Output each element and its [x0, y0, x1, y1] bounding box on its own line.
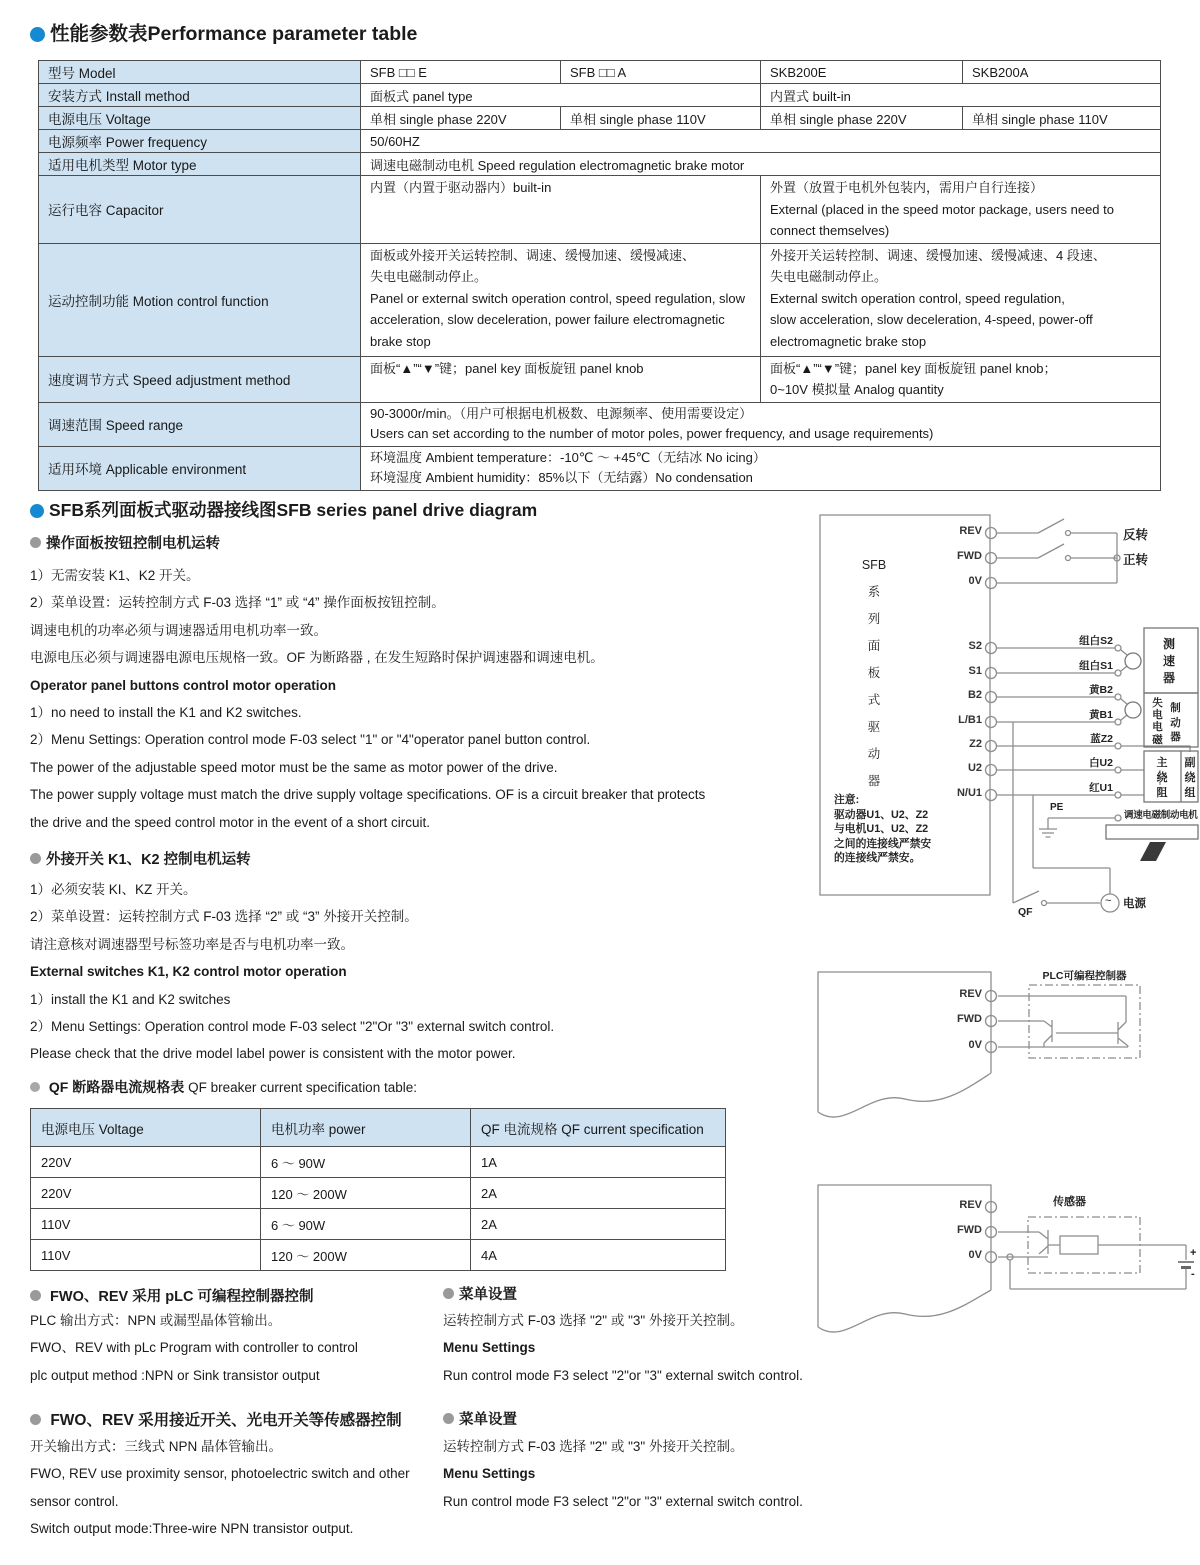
terminal-label-0v: 0V [968, 1039, 982, 1051]
text-line: 1）no need to install the K1 and K2 switches. [30, 705, 302, 721]
wire-label-b2: 黄B2 [1089, 684, 1113, 696]
qf-col-header: QF 电流规格 QF current specification [471, 1109, 726, 1147]
terminal-label-lb1: L/B1 [958, 714, 982, 726]
aux-winding-label: 副 绕 组 [1184, 757, 1196, 799]
text-line: 1）必须安装 KI、KZ 开关。 [30, 882, 197, 897]
drive-box-vertical-title: SFB 系 列 面 板 式 驱 动 器 [861, 558, 887, 788]
terminal-label-u2: U2 [967, 762, 982, 774]
qf-col-header: 电机功率 power [261, 1109, 471, 1147]
wiring-title-en: SFB series panel drive diagram [276, 500, 538, 520]
perf-title-en: Performance parameter table [147, 23, 418, 45]
qf-cell: 2A [471, 1178, 726, 1209]
qf-cell: 1A [471, 1147, 726, 1178]
cell-voltage-4: 单相 single phase 110V [963, 107, 1161, 130]
sub2-heading-text: 外接开关 K1、K2 控制电机运转 [46, 852, 251, 868]
terminal-label-0v: 0V [968, 575, 982, 587]
perf-section-heading [30, 18, 417, 46]
cell-model-1: SFB □□ E [361, 61, 561, 84]
text-line: Operator panel buttons control motor operation [30, 677, 337, 693]
battery-plus-label: + [1190, 1247, 1197, 1259]
cell-voltage-2: 单相 single phase 110V [561, 107, 761, 130]
text-line: Menu Settings [443, 1466, 536, 1482]
wire-label-z2: 蓝Z2 [1090, 733, 1113, 745]
text-line: Menu Settings [443, 1340, 536, 1356]
qf-heading-en: QF breaker current specification table: [188, 1080, 417, 1095]
bullet-icon [443, 1288, 454, 1299]
text-line: 1）install the K1 and K2 switches [30, 991, 231, 1007]
plc-control-heading [30, 1285, 313, 1306]
cell-capacitor-left: 内置（内置于驱动器内）built-in [361, 176, 761, 244]
wire-label-s2: 组白S2 [1079, 635, 1113, 647]
brake-label-a: 失 电 电 磁 [1152, 697, 1163, 746]
terminal-label-z2: Z2 [969, 738, 982, 750]
sub2-paragraph [30, 876, 554, 1068]
performance-parameter-table [38, 60, 1161, 491]
row-label-motion-control: 运动控制功能 Motion control function [39, 243, 361, 356]
qf-cell: 2A [471, 1209, 726, 1240]
row-label-install: 安装方式 Install method [39, 84, 361, 107]
qf-cell: 120 ～ 200W [261, 1178, 471, 1209]
cell-speed-adjust-right: 面板“▲”“▼”键；panel key 面板旋钮 panel knob； 0~10V 模拟量 Analog quantity [761, 356, 1161, 402]
sub1-paragraph [30, 562, 705, 836]
terminal-label-nu1: N/U1 [956, 787, 982, 799]
power-source-label: 电源 [1123, 898, 1146, 910]
sensor-control-paragraph [30, 1433, 410, 1543]
wire-label-b1: 黄B1 [1089, 709, 1113, 721]
cell-speed-adjust-left: 面板“▲”“▼”键；panel key 面板旋钮 panel knob [361, 356, 761, 402]
cell-speed-range: 90-3000r/min。（用户可根据电机极数、电源频率、使用需要设定） Users can set according to the number of motor poles, power frequency, and usage requirements) [361, 402, 1161, 446]
text-line: FWO, REV use proximity sensor, photoelectric switch and other [30, 1466, 410, 1482]
terminal-label-rev: REV [959, 525, 982, 537]
row-label-environment: 适用环境 Applicable environment [39, 446, 361, 490]
text-line: sensor control. [30, 1493, 119, 1509]
terminal-label-b2: B2 [967, 689, 982, 701]
wire-label-s1: 组白S1 [1079, 660, 1113, 672]
wiring-section-heading [30, 497, 537, 522]
qf-breaker-label: QF [1018, 906, 1033, 918]
cell-voltage-1: 单相 single phase 220V [361, 107, 561, 130]
bullet-icon [30, 27, 45, 42]
sub1-heading-text: 操作面板按钮控制电机运转 [46, 536, 220, 552]
text-line: 开关输出方式：三线式 NPN 晶体管输出。 [30, 1439, 283, 1454]
row-label-capacitor: 运行电容 Capacitor [39, 176, 361, 244]
qf-cell: 110V [31, 1209, 261, 1240]
qf-heading [30, 1077, 417, 1097]
text-line: 电源电压必须与调速器电源电压规格一致。OF 为断路器 , 在发生短路时保护调速器和调速电机。 [30, 650, 604, 666]
text-line: Run control mode F3 select "2"or "3" external switch control. [443, 1367, 803, 1383]
menu-settings-heading-text: 菜单设置 [459, 1287, 517, 1303]
bullet-icon [30, 504, 44, 518]
text-line: Switch output mode:Three-wire NPN transistor output. [30, 1521, 354, 1537]
bullet-icon [443, 1413, 454, 1424]
text-line: The power supply voltage must match the drive supply voltage specifications. OF is a circuit breaker that protects [30, 787, 706, 803]
drive-terminal-circles [986, 528, 997, 801]
motor-label: 调速电磁制动电机 [1124, 810, 1198, 821]
diagram-note: 注意: 驱动器U1、U2、Z2 与电机U1、U2、Z2 之间的连接线严禁安 的连接线严禁安。 [834, 794, 932, 864]
cell-model-2: SFB □□ A [561, 61, 761, 84]
terminal-label-rev: REV [959, 988, 982, 1000]
cell-motion-right: 外接开关运转控制、调速、缓慢加速、缓慢减速、4 段速、 失电电磁制动停止。 External switch operation control, speed regulation, slow acceleration, slow deceleration, 4-speed, power-off electromagnetic brake stop [761, 243, 1161, 356]
text-line: 运转控制方式 F-03 选择 "2" 或 "3" 外接开关控制。 [443, 1313, 744, 1328]
text-line: FWO、REV with pLc Program with controller to control [30, 1340, 358, 1356]
terminal-label-fwd: FWD [956, 1013, 982, 1025]
tachometer-label: 测 速 器 [1162, 637, 1175, 685]
qf-heading-cn: QF 断路器电流规格表 [48, 1079, 185, 1095]
qf-cell: 220V [31, 1178, 261, 1209]
row-label-model: 型号 Model [39, 61, 361, 84]
text-line: the drive and the speed control motor in the event of a short circuit. [30, 814, 430, 830]
text-line: 1）无需安装 K1、K2 开关。 [30, 568, 200, 583]
text-line: 2）Menu Settings: Operation control mode F-03 select "1" or "4"operator panel button control. [30, 732, 591, 748]
terminal-label-fwd: FWD [956, 550, 982, 562]
row-label-frequency: 电源频率 Power frequency [39, 130, 361, 153]
forward-label: 正转 [1123, 553, 1149, 567]
qf-breaker-table [30, 1108, 726, 1271]
brake-label-b: 制 动 器 [1170, 702, 1181, 743]
qf-cell: 6 ～ 90W [261, 1209, 471, 1240]
wiring-diagrams [810, 505, 1200, 1365]
main-winding-label: 主 绕 阻 [1156, 757, 1168, 799]
plc-control-heading-text: FWO、REV 采用 pLC 可编程控制器控制 [50, 1289, 314, 1305]
menu-settings-paragraph-1 [443, 1307, 803, 1389]
cell-install-right: 内置式 built-in [761, 84, 1161, 107]
cell-model-3: SKB200E [761, 61, 963, 84]
cell-voltage-3: 单相 single phase 220V [761, 107, 963, 130]
row-label-voltage: 电源电压 Voltage [39, 107, 361, 130]
text-line: 2）菜单设置：运转控制方式 F-03 选择 “1” 或 “4” 操作面板按钮控制。 [30, 595, 445, 611]
terminal-label-0v: 0V [968, 1249, 982, 1261]
text-line: plc output method :NPN or Sink transistor output [30, 1367, 320, 1383]
bullet-icon [30, 1082, 40, 1092]
cell-capacitor-right: 外置（放置于电机外包装内，需用户自行连接） External (placed in the speed motor package, users need to connect themselves) [761, 176, 1161, 244]
menu-settings-heading-text: 菜单设置 [459, 1412, 517, 1428]
battery-minus-label: - [1191, 1268, 1195, 1280]
cell-motion-left: 面板或外接开关运转控制、调速、缓慢加速、缓慢减速、 失电电磁制动停止。 Panel or external switch operation control, speed regulation, slow acceleration, slow deceleration, power failure electromagnetic brake stop [361, 243, 761, 356]
text-line: External switches K1, K2 control motor operation [30, 964, 347, 980]
motor-base [1106, 825, 1198, 861]
bullet-icon [30, 1290, 41, 1301]
plc-box-label: PLC可编程控制器 [1042, 970, 1127, 982]
menu-settings-heading-1 [443, 1283, 517, 1304]
text-line: Run control mode F3 select "2"or "3" external switch control. [443, 1493, 803, 1509]
sub1-heading [30, 532, 220, 553]
sub2-heading [30, 848, 251, 869]
text-line: 请注意核对调速器型号标签功率是否与电机功率一致。 [30, 936, 354, 952]
text-line: 2）Menu Settings: Operation control mode F-03 select "2"Or "3" external switch control. [30, 1019, 555, 1035]
row-label-speed-range: 调速范围 Speed range [39, 402, 361, 446]
wire-label-pe: PE [1050, 802, 1064, 813]
text-line: 运转控制方式 F-03 选择 "2" 或 "3" 外接开关控制。 [443, 1439, 744, 1454]
wire-label-u2: 白U2 [1089, 757, 1113, 769]
terminal-label-s2: S2 [968, 640, 982, 652]
bullet-icon [30, 537, 41, 548]
row-label-motor-type: 适用电机类型 Motor type [39, 153, 361, 176]
cell-motor-type: 调速电磁制动电机 Speed regulation electromagnetic brake motor [361, 153, 1161, 176]
reverse-label: 反转 [1123, 528, 1149, 542]
sensor-control-heading-text: FWO、REV 采用接近开关、光电开关等传感器控制 [50, 1412, 402, 1429]
wiring-title-cn: SFB系列面板式驱动器接线图 [49, 500, 277, 520]
text-line: Please check that the drive model label power is consistent with the motor power. [30, 1046, 516, 1062]
terminal-label-fwd: FWD [956, 1224, 982, 1236]
cell-environment: 环境温度 Ambient temperature：-10℃ ～ +45℃（无结冰 No icing） 环境湿度 Ambient humidity：85%以下（无结露）No condensation [361, 446, 1161, 490]
text-line: The power of the adjustable speed motor must be the same as motor power of the drive. [30, 759, 558, 775]
qf-cell: 6 ～ 90W [261, 1147, 471, 1178]
qf-cell: 110V [31, 1240, 261, 1271]
qf-cell: 120 ～ 200W [261, 1240, 471, 1271]
qf-cell: 4A [471, 1240, 726, 1271]
cell-model-4: SKB200A [963, 61, 1161, 84]
sensor-diagram-box [818, 1185, 1197, 1332]
cell-frequency: 50/60HZ [361, 130, 1161, 153]
text-line: 调速电机的功率必须与调速器适用电机功率一致。 [30, 622, 327, 638]
row-label-speed-adjust: 速度调节方式 Speed adjustment method [39, 356, 361, 402]
bullet-icon [30, 853, 41, 864]
bullet-icon [30, 1414, 41, 1425]
menu-settings-paragraph-2 [443, 1433, 803, 1515]
text-line: PLC 输出方式：NPN 或漏型晶体管输出。 [30, 1313, 282, 1328]
sensor-box-label: 传感器 [1053, 1196, 1086, 1208]
wire-label-u1: 红U1 [1089, 782, 1113, 794]
qf-cell: 220V [31, 1147, 261, 1178]
plc-control-paragraph [30, 1307, 358, 1389]
cell-install-left: 面板式 panel type [361, 84, 761, 107]
qf-col-header: 电源电压 Voltage [31, 1109, 261, 1147]
menu-settings-heading-2 [443, 1408, 517, 1429]
terminal-label-s1: S1 [968, 665, 982, 677]
terminal-label-rev: REV [959, 1199, 982, 1211]
ac-symbol: ~ [1105, 895, 1112, 907]
perf-title-cn: 性能参数表 [50, 23, 148, 45]
sensor-control-heading [30, 1408, 402, 1430]
text-line: 2）菜单设置：运转控制方式 F-03 选择 “2” 或 “3” 外接开关控制。 [30, 909, 418, 925]
